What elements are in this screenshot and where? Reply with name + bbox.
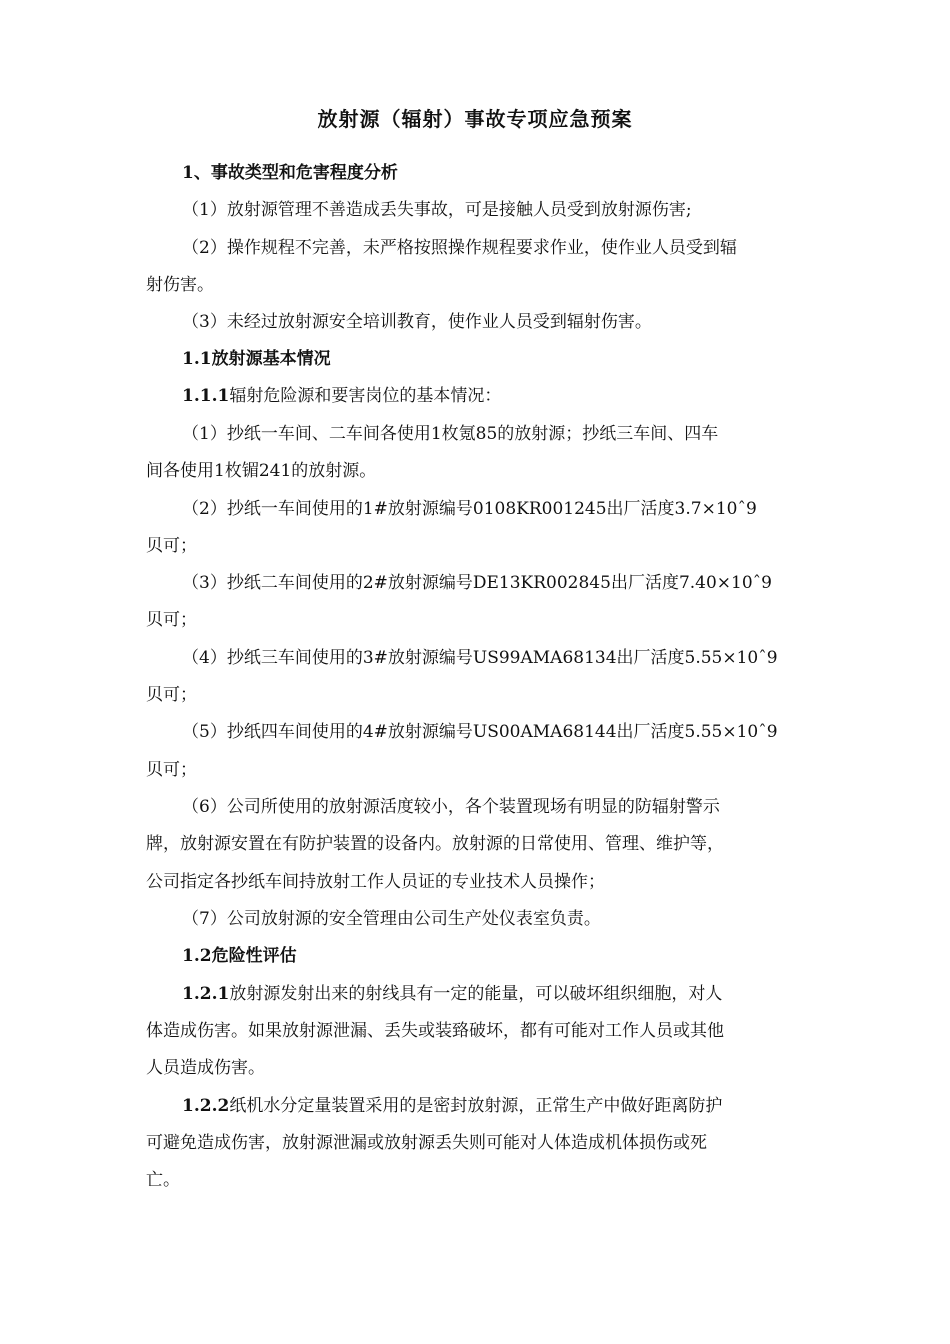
paragraph-line: [182, 904, 601, 929]
line-text: （2）操作规程不完善，未严格按照操作规程要求作业，使作业人员受到辐: [182, 238, 737, 258]
paragraph-line: [182, 195, 692, 220]
heading-text: 1.1放射源基本情况: [182, 349, 331, 369]
document-title: 放射源（辐射）事故专项应急预案: [317, 107, 633, 131]
line-text: 体造成伤害。如果放射源泄漏、丢失或装臵破坏，都有可能对工作人员或其他: [146, 1021, 724, 1041]
line-text: 牌，放射源安置在有防护装置的设备内。放射源的日常使用、管理、维护等，: [146, 834, 724, 854]
clause-number: 1.2.1: [182, 984, 230, 1004]
paragraph-line: [146, 531, 197, 556]
paragraph-line: [146, 867, 605, 892]
paragraph-line: [182, 568, 772, 593]
section-heading: [182, 344, 331, 369]
line-text: 射伤害。: [146, 275, 214, 295]
clause-number: 1.1.1: [182, 386, 230, 406]
line-text: （3）未经过放射源安全培训教育，使作业人员受到辐射伤害。: [182, 312, 652, 332]
line-text: 贝可；: [146, 536, 197, 556]
paragraph-line: [182, 381, 501, 406]
heading-text: 1、事故类型和危害程度分析: [182, 163, 398, 183]
line-text: 公司指定各抄纸车间持放射工作人员证的专业技术人员操作；: [146, 872, 605, 892]
line-text: （4）抄纸三车间使用的3#放射源编号US99AMA68134出厂活度5.55×10ˆ9: [182, 648, 778, 668]
line-text: 人员造成伤害。: [146, 1058, 265, 1078]
line-text: （1）放射源管理不善造成丢失事故，可是接触人员受到放射源伤害;: [182, 200, 692, 220]
paragraph-line: [182, 419, 718, 444]
line-text: 贝可；: [146, 685, 197, 705]
line-text: 辐射危险源和要害岗位的基本情况：: [229, 386, 502, 406]
line-text: （6）公司所使用的放射源活度较小，各个装置现场有明显的防辐射警示: [182, 797, 720, 817]
paragraph-line: [182, 307, 652, 332]
paragraph-line: [146, 605, 197, 630]
line-text: 贝可；: [146, 760, 197, 780]
paragraph-line: [146, 1016, 724, 1041]
section-heading: [182, 158, 398, 183]
line-text: 亡。: [146, 1170, 180, 1190]
clause-number: 1.2.2: [182, 1096, 230, 1116]
paragraph-line: [146, 1165, 180, 1190]
line-text: （3）抄纸二车间使用的2#放射源编号DE13KR002845出厂活度7.40×10ˆ9: [182, 573, 772, 593]
paragraph-line: [146, 1053, 265, 1078]
paragraph-line: [182, 494, 757, 519]
paragraph-line: [146, 1128, 707, 1153]
line-text: （7）公司放射源的安全管理由公司生产处仪表室负责。: [182, 909, 601, 929]
paragraph-line: [182, 792, 720, 817]
paragraph-line: [182, 643, 778, 668]
paragraph-line: [182, 717, 778, 742]
paragraph-line: [146, 456, 376, 481]
line-text: 可避免造成伤害，放射源泄漏或放射源丢失则可能对人体造成机体损伤或死: [146, 1133, 707, 1153]
section-heading: [182, 941, 297, 966]
line-text: （5）抄纸四车间使用的4#放射源编号US00AMA68144出厂活度5.55×10ˆ9: [182, 722, 778, 742]
paragraph-line: [146, 755, 197, 780]
line-text: 纸机水分定量装置采用的是密封放射源，正常生产中做好距离防护: [229, 1096, 723, 1116]
paragraph-line: [182, 1091, 722, 1116]
paragraph-line: [182, 233, 737, 258]
paragraph-line: [146, 680, 197, 705]
line-text: （2）抄纸一车间使用的1#放射源编号0108KR001245出厂活度3.7×10ˆ9: [182, 499, 757, 519]
line-text: 间各使用1枚镅241的放射源。: [146, 461, 377, 481]
line-text: （1）抄纸一车间、二车间各使用1枚氪85的放射源；抄纸三车间、四车: [182, 424, 719, 444]
line-text: 贝可；: [146, 610, 197, 630]
paragraph-line: [182, 979, 722, 1004]
heading-text: 1.2危险性评估: [182, 946, 297, 966]
line-text: 放射源发射出来的射线具有一定的能量，可以破坏组织细胞，对人: [229, 984, 723, 1004]
paragraph-line: [146, 829, 724, 854]
paragraph-line: [146, 270, 214, 295]
